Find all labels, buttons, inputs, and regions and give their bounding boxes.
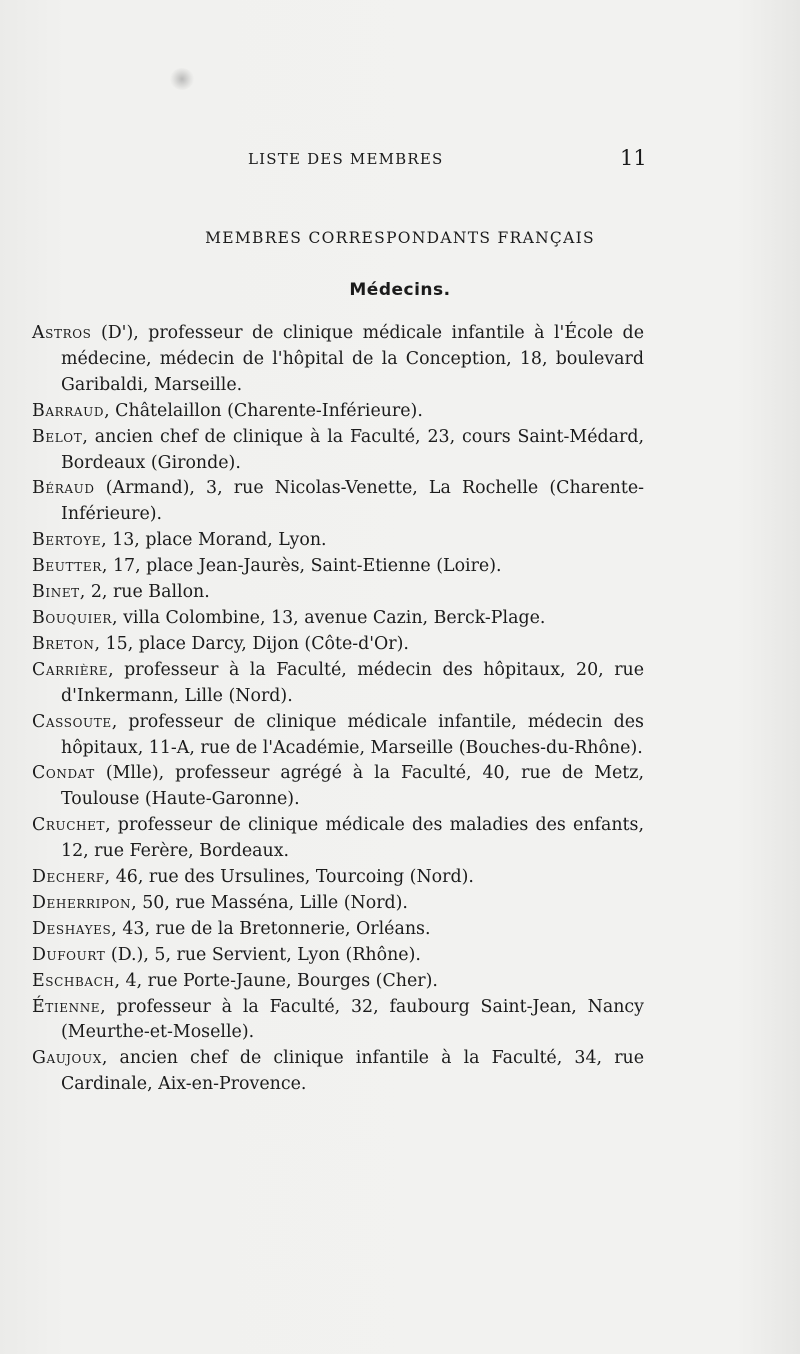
member-entry: [32, 554, 644, 580]
member-entry: [32, 425, 644, 477]
member-entry: [32, 813, 644, 865]
member-details: , 46, rue des Ursulines, Tourcoing (Nord).: [104, 867, 474, 888]
member-name: Cruchet: [32, 815, 106, 836]
member-name: Dufourt: [32, 944, 106, 965]
member-entry: [32, 969, 644, 995]
member-name: Decherf: [32, 867, 105, 888]
member-list: [32, 321, 644, 1098]
member-details: , professeur à la Faculté, 32, faubourg Saint-Jean, Nancy (Meurthe-et-Moselle).: [61, 996, 644, 1043]
member-name: Belot: [32, 426, 83, 447]
member-name: Deshayes: [32, 918, 112, 939]
page-header: [0, 146, 800, 176]
ink-smudge: [170, 68, 194, 90]
running-title: LISTE DES MEMBRES: [248, 150, 444, 168]
member-name: Étienne: [32, 996, 101, 1017]
member-name: Deherripon: [32, 892, 132, 913]
member-details: , 2, rue Ballon.: [79, 582, 210, 603]
member-details: (Armand), 3, rue Nicolas-Venette, La Rochelle (Charente-Inférieure).: [61, 478, 644, 525]
member-name: Astros: [32, 323, 92, 343]
member-entry: [32, 658, 644, 710]
member-entry: [32, 917, 644, 943]
subsection-title: Médecins.: [349, 280, 451, 300]
member-name: Condat: [32, 763, 95, 784]
member-entry: [32, 865, 644, 891]
member-entry: [32, 399, 644, 425]
page-number: 11: [620, 146, 647, 170]
member-entry: [32, 761, 644, 813]
member-details: , 43, rue de la Bretonnerie, Orléans.: [111, 918, 431, 939]
member-entry: [32, 606, 644, 632]
member-details: , Châtelaillon (Charente-Inférieure).: [104, 400, 423, 421]
member-details: , ancien chef de clinique à la Faculté, 23, cours Saint-Médard, Bordeaux (Gironde).: [61, 426, 644, 473]
member-details: , professeur à la Faculté, médecin des hôpitaux, 20, rue d'Inkermann, Lille (Nord).: [61, 659, 644, 706]
member-name: Bertoye: [32, 530, 102, 551]
member-details: , 17, place Jean-Jaurès, Saint-Etienne (Loire).: [101, 556, 502, 577]
member-details: , professeur de clinique médicale des maladies des enfants, 12, rue Ferère, Bordeaux.: [61, 815, 644, 862]
member-details: (D'), professeur de clinique médicale infantile à l'École de médecine, médecin de l'hôpital de la Conception, 18, boulevard Garibaldi, Marseille.: [61, 323, 644, 395]
section-title: MEMBRES CORRESPONDANTS FRANÇAIS: [205, 229, 595, 247]
member-details: , villa Colombine, 13, avenue Cazin, Berck-Plage.: [112, 607, 546, 628]
member-entry: [32, 710, 644, 762]
member-entry: [32, 1046, 644, 1098]
member-entry: [32, 943, 644, 969]
member-entry: [32, 476, 644, 528]
member-name: Beutter: [32, 556, 102, 577]
member-name: Breton: [32, 633, 95, 654]
member-name: Carrière: [32, 659, 109, 680]
member-name: Cassoute: [32, 711, 112, 732]
member-entry: [32, 632, 644, 658]
member-name: Barraud: [32, 400, 105, 421]
member-entry: [32, 995, 644, 1047]
member-entry: [32, 528, 644, 554]
member-details: , 13, place Morand, Lyon.: [101, 530, 327, 551]
member-details: , 15, place Darcy, Dijon (Côte-d'Or).: [94, 633, 409, 654]
member-details: , professeur de clinique médicale infantile, médecin des hôpitaux, 11-A, rue de l'Académie, Marseille (Bouches-du-Rhône).: [61, 711, 644, 758]
member-details: (D.), 5, rue Servient, Lyon (Rhône).: [105, 944, 421, 965]
member-name: Bouquier: [32, 607, 113, 628]
member-name: Gaujoux: [32, 1048, 102, 1069]
member-name: Binet: [32, 582, 80, 603]
member-details: , 50, rue Masséna, Lille (Nord).: [131, 892, 408, 913]
member-details: , ancien chef de clinique infantile à la Faculté, 34, rue Cardinale, Aix-en-Provence.: [61, 1048, 644, 1095]
member-details: (Mlle), professeur agrégé à la Faculté, 40, rue de Metz, Toulouse (Haute-Garonne).: [61, 763, 644, 810]
member-details: , 4, rue Porte-Jaune, Bourges (Cher).: [114, 970, 438, 991]
member-name: Eschbach: [32, 970, 115, 991]
member-entry: [32, 580, 644, 606]
member-name: Béraud: [32, 478, 95, 499]
member-entry: [32, 891, 644, 917]
member-entry: [32, 321, 644, 399]
